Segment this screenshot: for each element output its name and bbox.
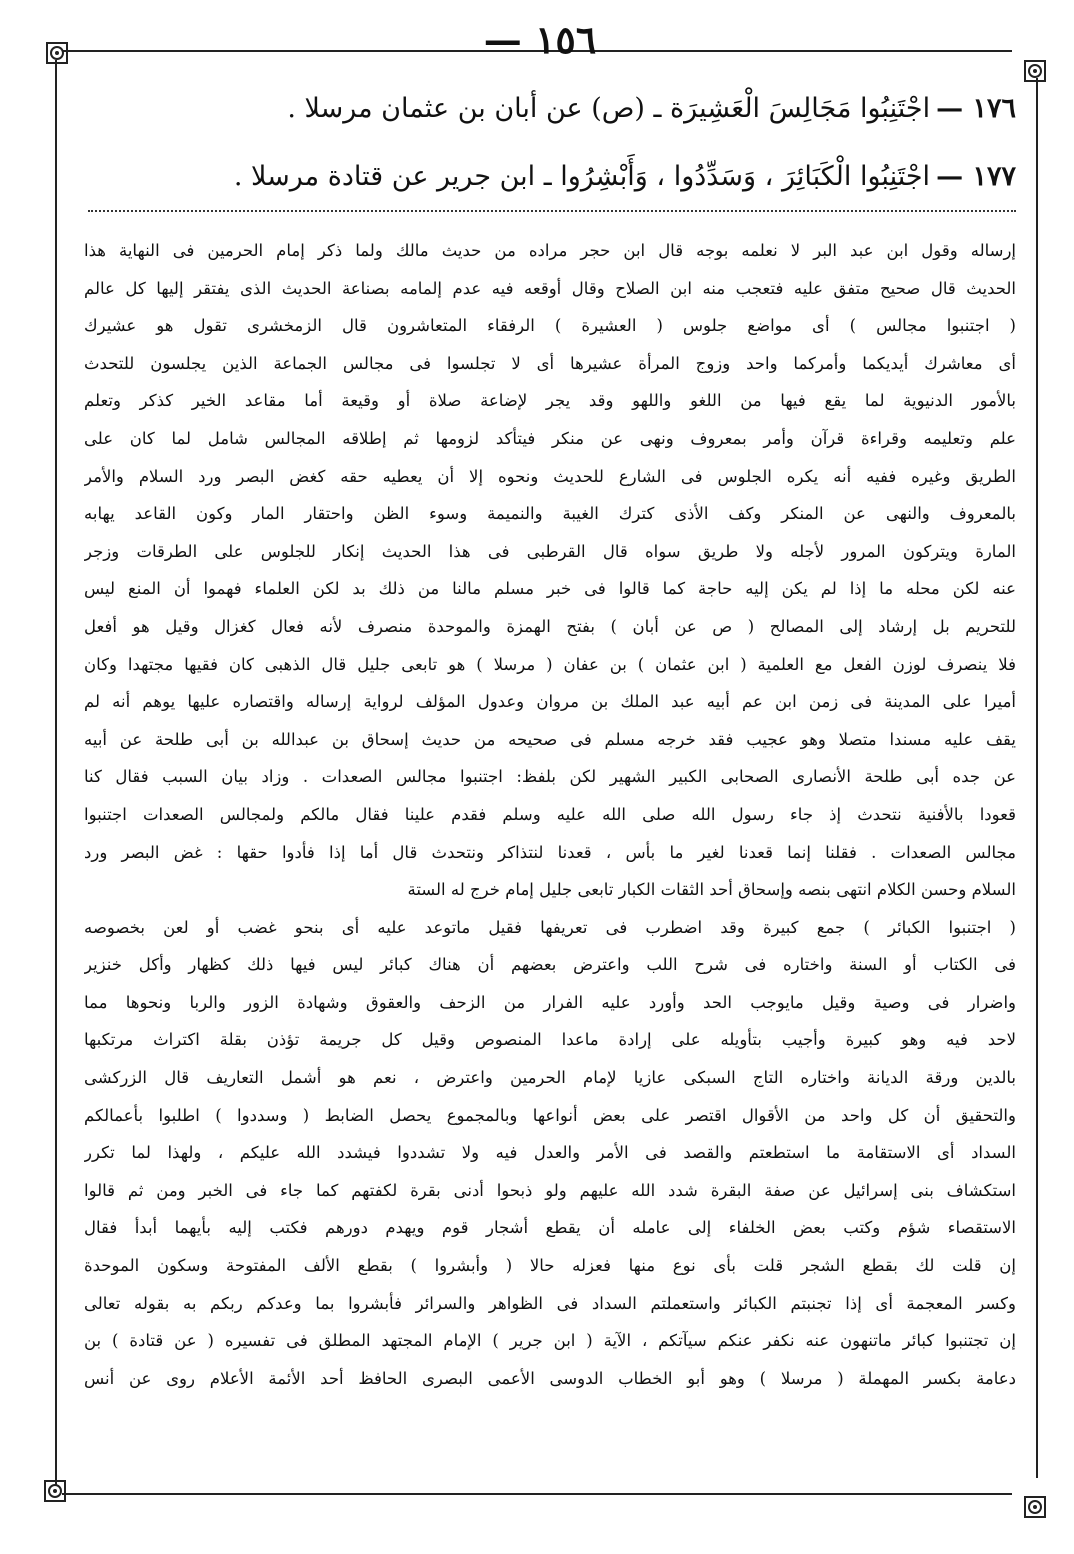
commentary-line: مجالس الصعدات . فقلنا إنما قعدنا لغير ما بأس ، قعدنا لنتذاكر ونتحدث قال أما إذا فأدوا حقها : غض البصر ورد — [84, 842, 1016, 862]
commentary-line: إن قلت لك بقطع الشجر قلت بأى نوع منها فعزله حالا ( وأبشروا ) بقطع الألف المفتوحة وسكون الموحدة — [84, 1256, 1016, 1276]
frame-border-left — [55, 60, 57, 1485]
commentary-line: ( اجتنبوا الكبائر ) جمع كبيرة وقد اضطرب فى تعريفها فقيل ماتوعد عليه أى بنحو غضب أو لعن بخصوصه — [84, 917, 1016, 937]
commentary-body — [84, 232, 1016, 1397]
commentary-line: استكشاف بنى إسرائيل عن صفة البقرة شدد الله عليهم ولو ذبحوا أدنى بقرة لكفتهم كما جاء فى الخبر ومن ثم قالوا — [84, 1180, 1016, 1200]
frame-border-right — [1036, 78, 1038, 1478]
commentary-line: عن جده أبى طلحة الأنصارى الصحابى الكبير الشهير لكن بلفظ: اجتنبوا مجالس الصعدات . وزاد بيان السبب فقال كنا — [84, 767, 1016, 787]
commentary-line: قعودا بالأفنية نتحدث إذ جاء رسول الله صلى الله عليه وسلم فقدم علينا فقال مالكم ولمجالس الصعدات اجتنبوا — [84, 804, 1016, 824]
commentary-line: الحديث قال صحيح متفق عليه فتعجب منه ابن الصلاح وقال أوقعه فيه عدم إلمامه بصناعة الحديث الذى يفتقر إليها كل عالم — [84, 278, 1016, 298]
commentary-line: السداد أى الاستقامة ما استطعتم والقصد فى الأمر والعدل فيه ولا تشددوا فيشدد الله عليكم ، ولهذا لما تكرر — [84, 1143, 1016, 1163]
corner-ornament-icon — [42, 1478, 68, 1504]
commentary-line: فلا ينصرف لوزن الفعل مع العلمية ( ابن عثمان ) بن عفان ( مرسلا ) هو تابعى جليل قال الذهبى كان فقيها مجتهدا وكان — [84, 654, 1016, 674]
frame-border-bottom — [62, 1493, 1012, 1495]
commentary-line: للتحريم بل إرشاد إلى المصالح ( ص عن أبان ) بفتح الهمزة والموحدة منصرف لأنه فعال كغزال وقيل هو أفعل — [84, 616, 1016, 636]
corner-ornament-icon — [1022, 1494, 1048, 1520]
hadith-number: ١٧٧ — — [936, 161, 1016, 192]
commentary-line: بالدين ورقة الديانة واختاره التاج السبكى عازيا لإمام الحرمين واعترض ، نعم هو أشمل التعاريف قال الزركشى — [84, 1068, 1016, 1088]
hadith-number: ١٧٦ — — [936, 93, 1016, 124]
hadith-text: اجْتَنِبُوا مَجَالِسَ الْعَشِيرَة ـ (ص) عن أبان بن عثمان مرسلا . — [287, 93, 931, 124]
commentary-line: إن تجتنبوا كبائر ماتنهون عنه نكفر عنكم سيآتكم ، الآية ( ابن جرير ) الإمام المجتهد المطلق فى تفسيره ( عن قتادة ) بن — [84, 1331, 1016, 1351]
commentary-line: الطريق وغيره ففيه أنه يكره الجلوس فى الشارع للحديث ونحوه إلا أن يعطيه حقه كغض البصر ورد السلام والأمر — [84, 466, 1016, 486]
commentary-line: دعامة بكسر المهملة ( مرسلا ) وهو أبو الخطاب الدوسى الأعمى البصرى الحافظ أحد الأئمة الأعلام روى عن أنس — [84, 1368, 1016, 1388]
commentary-line: أميرا على المدينة فى زمن ابن عم أبيه عبد الملك بن مروان وعدول المؤلف لرواية إرساله واقتصاره عليها يوهم أنه لم — [84, 692, 1016, 712]
hadith-text: اجْتَنِبُوا الْكَبَائِرَ ، وَسَدِّدُوا ، وَأَبْشِرُوا ـ ابن جرير عن قتادة مرسلا . — [233, 161, 931, 192]
commentary-line: والتحقيق أن كل واحد من الأقوال اقتصر على بعض أنواعها وبالمجموع يحصل الضابط ( وسددوا ) اطلبوا بأعمالكم — [84, 1105, 1016, 1125]
corner-ornament-icon — [1022, 58, 1048, 84]
commentary-line: إرساله وقول ابن عبد البر لا نعلمه بوجه قال ابن حجر مراده من حديث مالك ولما ذكر إمام الحرمين فى النهاية هذا — [84, 241, 1016, 260]
commentary-line: أى معاشرك أيديكما وأمركما واحد وزوج المرأة عشيرها أى لا تجلسوا فى مجالس الجماعة الذين يجلسون للتحدث — [84, 353, 1016, 373]
commentary-line: لاحد فيه وهو كبيرة وأجيب بتأويله على إرادة ماعدا المنصوص وقيل كل جريمة تؤذن بقلة اكتراث مرتكبها — [84, 1030, 1016, 1050]
commentary-line: ( اجتنبوا مجالس ) أى مواضع جلوس ( العشيرة ) الرفقاء المتعاشرون قال الزمخشرى تقول هو عشيرك — [84, 316, 1016, 336]
commentary-line: الاستقصاء شؤم وكتب بعض الخلفاء إلى عامله أن يقطع أشجار قوم ويهدم دورهم فكتب إليه بأيهما أبدأ فقال — [84, 1218, 1016, 1238]
page-number: — ١٥٦ — [483, 17, 597, 62]
commentary-line: عنه لكن محله ما إذا لم يكن إليه حاجة كما قالوا فى خبر مسلم مالنا من ذلك بد لكن العلماء فهموا أن المنع ليس — [84, 579, 1016, 599]
commentary-line: يقف عليه مسندا متصلا وهو عجيب فقد خرجه مسلم فى صحيحه من حديث إسحاق بن عبدالله بن أبى طلحة عن أبيه — [84, 729, 1016, 749]
commentary-line: المارة ويتركون المرور لأجله ولا طريق سواه قال القرطبى فى هذا الحديث إنكار للجلوس على الطرقات وزجر — [84, 541, 1016, 561]
hadith-entry — [90, 160, 1016, 200]
commentary-line: فى الكتاب أو السنة واختاره فى شرح اللب واعترض بعضهم أن هناك كبائر ليس فيها ذلك كظهار وأكل خنزير — [84, 955, 1016, 975]
commentary-line: السلام وحسن الكلام انتهى بنصه وإسحاق أحد الثقات الكبار تابعى جليل إمام خرج له الستة — [407, 880, 1016, 900]
hadith-entry — [90, 92, 1016, 132]
commentary-line: واضرار فى وصية وقيل مايوجب الحد وأورد عليه الفرار من الزحف والعقوق وشهادة الزور والربا ونحوها مما — [84, 992, 1016, 1012]
commentary-line: بالمعروف والنهى عن المنكر وكف الأذى كترك الغيبة والنميمة وسوء الظن واحتقار المار وكون القاعد يهابه — [84, 504, 1016, 524]
commentary-line: بالأمور الدنيوية لما يقع فيها من اللغو واللهو وقد يجر لإضاعة صلاة أو وقيعة أما مقاعد الخير كذكر وتعلم — [84, 391, 1016, 411]
corner-ornament-icon — [44, 40, 70, 66]
commentary-line: علم وتعليمه وقراءة قرآن وأمر بمعروف ونهى عن منكر فيتأكد لزومها ثم إطلاقه المجالس شامل لما كان على — [84, 428, 1016, 448]
commentary-line: وكسر المعجمة أى إذا تجنبتم الكبائر واستعملتم السداد فى الظواهر والسرائر فأبشروا بما وعدكم ربكم به بقوله تعالى — [84, 1293, 1016, 1313]
dotted-divider — [88, 210, 1016, 212]
hadith-list — [90, 92, 1016, 200]
